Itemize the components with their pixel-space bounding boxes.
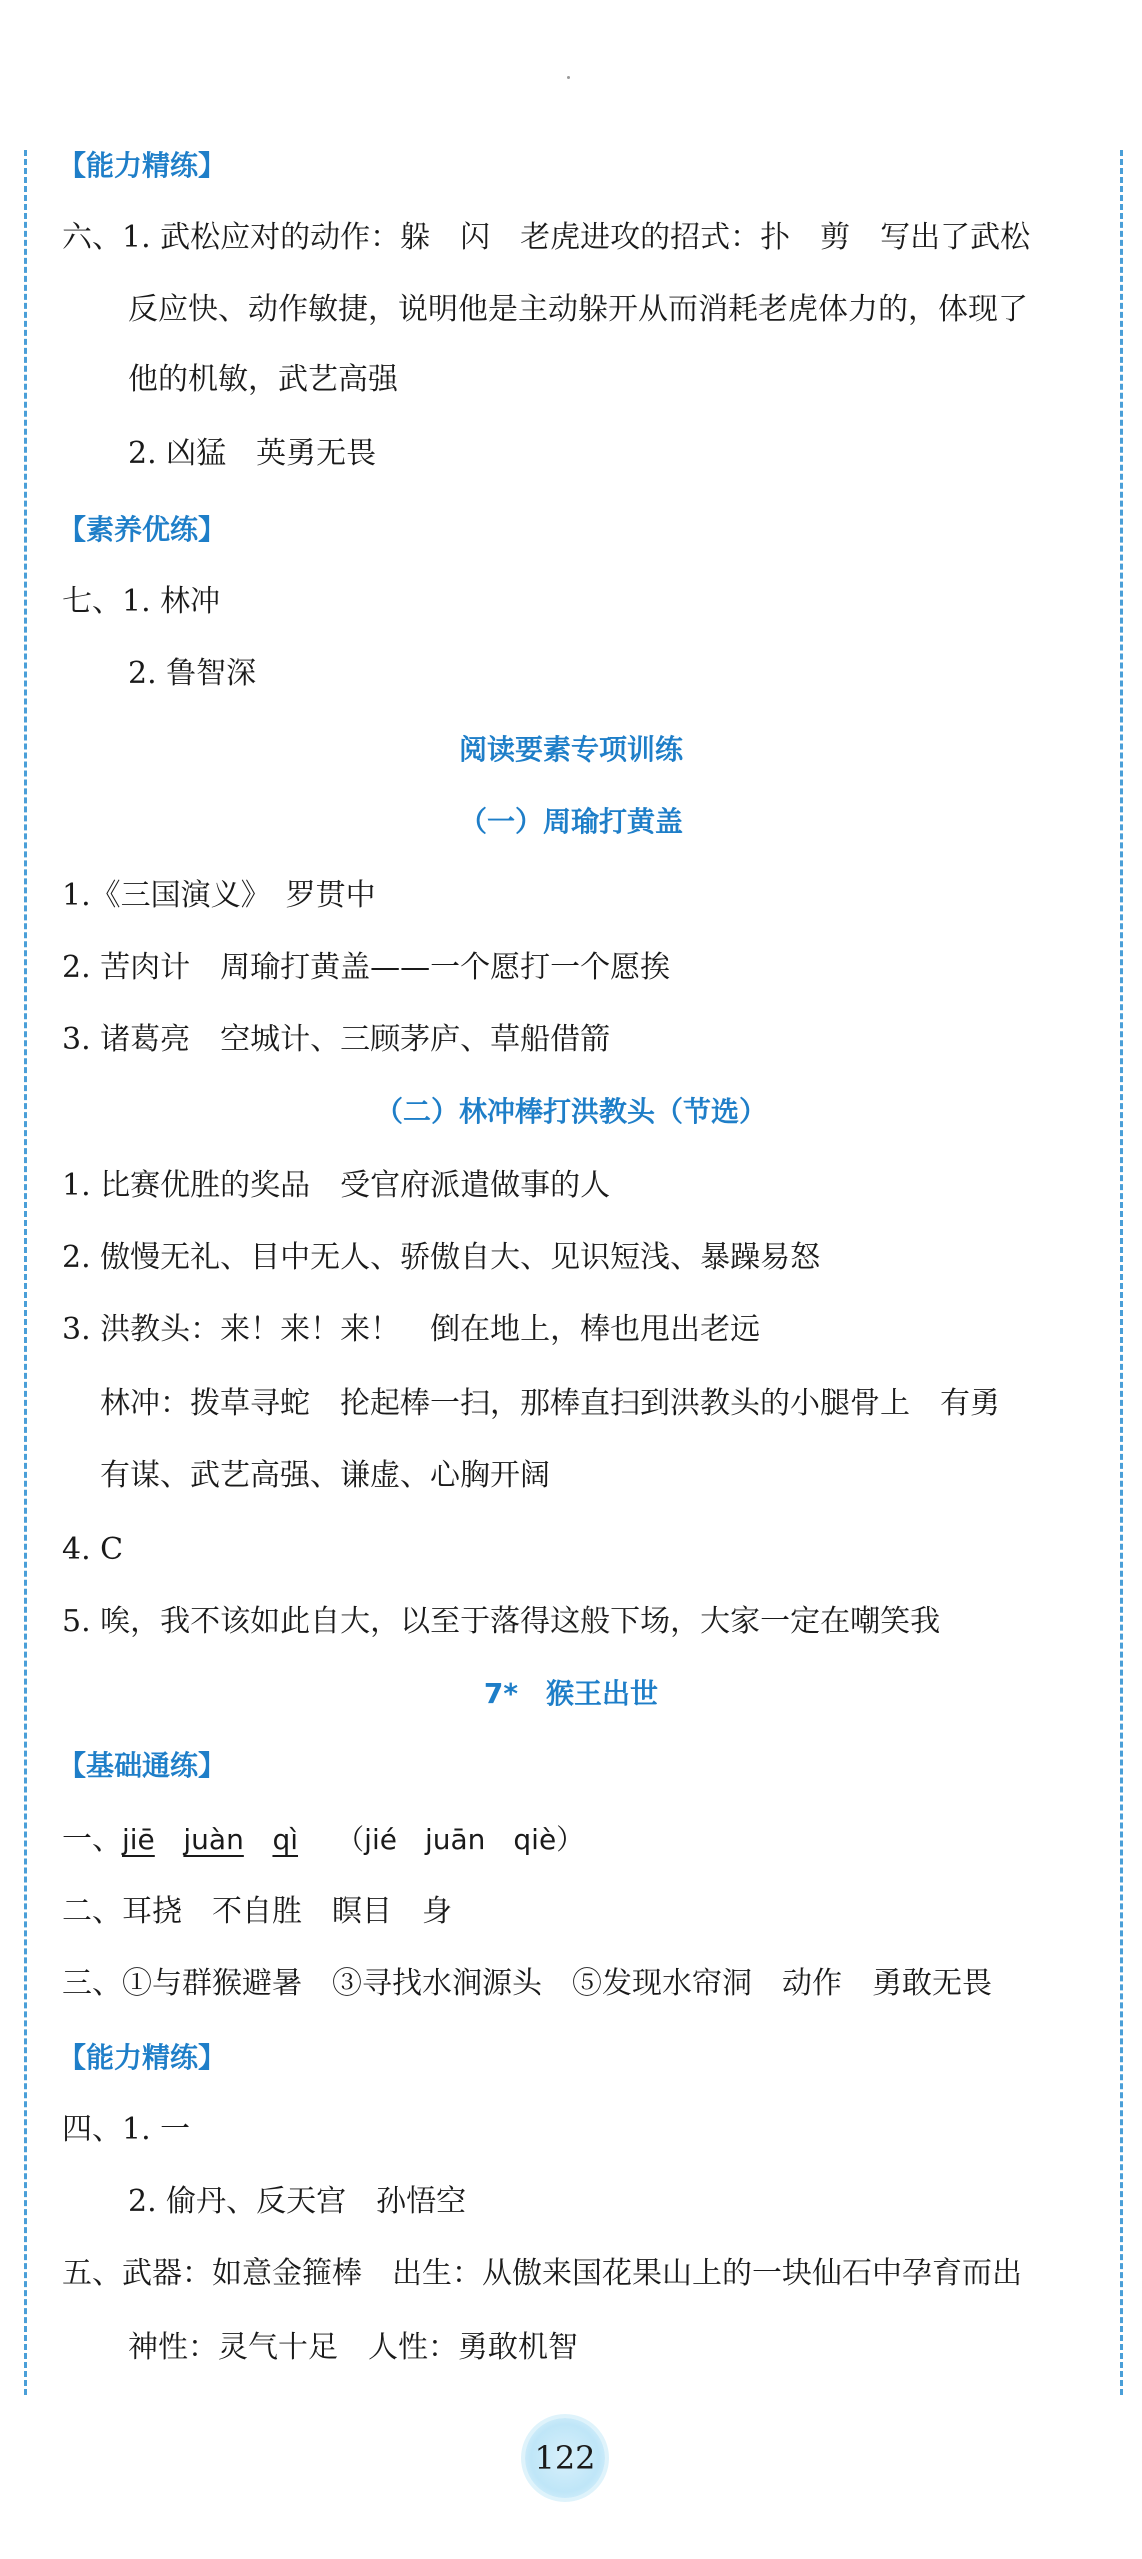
answer-prefix: 一、 <box>62 1822 122 1857</box>
answer-line: 林冲：拨草寻蛇 抡起棒一扫，那棒直扫到洪教头的小腿骨上 有勇 <box>100 1386 1000 1421</box>
answer-line: 二、耳挠 不自胜 瞑目 身 <box>62 1894 452 1929</box>
answer-line-pinyin <box>62 1820 584 1860</box>
answer-line: 2. 凶猛 英勇无畏 <box>128 436 377 471</box>
section-heading-nengli: 【能力精练】 <box>58 149 227 182</box>
page-number-badge: 122 <box>525 2418 605 2498</box>
answer-line: 3. 诸葛亮 空城计、三顾茅庐、草船借箭 <box>62 1022 611 1057</box>
answer-line: 5. 唉，我不该如此自大，以至于落得这般下场，大家一定在嘲笑我 <box>62 1604 941 1639</box>
answer-line: 神性：灵气十足 人性：勇敢机智 <box>128 2330 578 2365</box>
answer-line: 六、1. 武松应对的动作：躲 闪 老虎进攻的招式：扑 剪 写出了武松 <box>62 220 1031 255</box>
answer-line: 2. 苦肉计 周瑜打黄盖——一个愿打一个愿挨 <box>62 950 671 985</box>
answer-line: 七、1. 林冲 <box>62 584 221 619</box>
top-dot <box>567 76 570 79</box>
right-dashed-border <box>1120 150 1123 2395</box>
lesson-title: 7* 猴王出世 <box>483 1677 659 1710</box>
section-heading-jichu: 【基础通练】 <box>58 1749 227 1782</box>
answer-line: 2. 鲁智深 <box>128 656 257 691</box>
pinyin-answer: jiē <box>122 1823 155 1856</box>
answer-line: 五、武器：如意金箍棒 出生：从傲来国花果山上的一块仙石中孕育而出 <box>62 2256 1022 2291</box>
answer-line: 2. 偷丹、反天宫 孙悟空 <box>128 2184 467 2219</box>
section-title-yuedu: 阅读要素专项训练 <box>458 733 683 766</box>
section-heading-nengli: 【能力精练】 <box>58 2041 227 2074</box>
answer-line: 四、1. 一 <box>62 2112 191 2147</box>
left-dashed-border <box>24 150 27 2395</box>
section-title-part1: （一）周瑜打黄盖 <box>458 805 683 838</box>
section-heading-suyang: 【素养优练】 <box>58 513 227 546</box>
pinyin-answer: juàn <box>183 1823 244 1856</box>
answer-line: 1. 比赛优胜的奖品 受官府派遣做事的人 <box>62 1168 611 1203</box>
pinyin-answer: qì <box>272 1823 299 1856</box>
answer-line: 有谋、武艺高强、谦虚、心胸开阔 <box>100 1458 550 1493</box>
answer-line: 2. 傲慢无礼、目中无人、骄傲自大、见识短浅、暴躁易怒 <box>62 1240 821 1275</box>
answer-line: 4. C <box>62 1532 124 1567</box>
answer-line: 他的机敏，武艺高强 <box>128 362 398 397</box>
section-title-part2: （二）林冲棒打洪教头（节选） <box>374 1095 767 1128</box>
pinyin-alt: （jié juān qiè） <box>336 1823 585 1856</box>
answer-line: 1.《三国演义》 罗贯中 <box>62 878 376 913</box>
answer-line: 反应快、动作敏捷，说明他是主动躲开从而消耗老虎体力的，体现了 <box>128 292 1028 327</box>
answer-line: 三、①与群猴避暑 ③寻找水涧源头 ⑤发现水帘洞 动作 勇敢无畏 <box>62 1966 992 2001</box>
answer-line: 3. 洪教头：来！来！来！ 倒在地上，棒也甩出老远 <box>62 1312 761 1347</box>
